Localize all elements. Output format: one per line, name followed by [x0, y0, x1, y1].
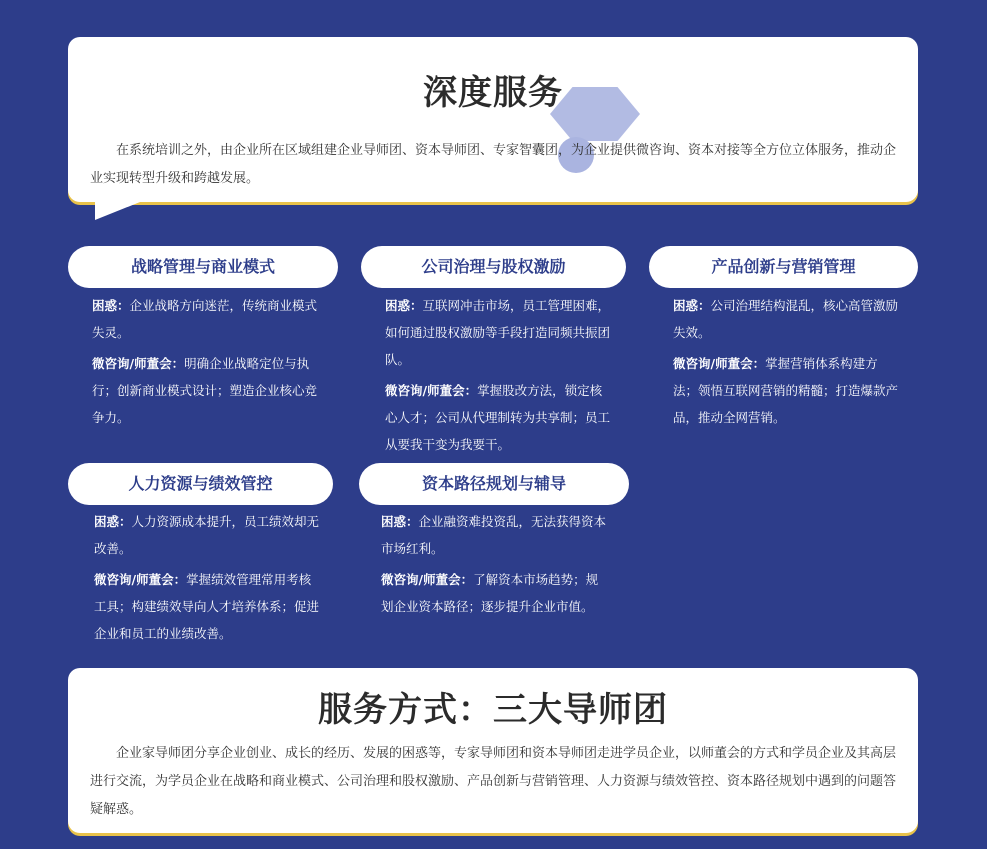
confusion-label: 困惑：: [92, 298, 130, 313]
deep-service-title: 深度服务: [423, 73, 563, 113]
service-method-title: 服务方式：三大导师团: [318, 690, 668, 730]
consult-text: 掌握营销体系构建方法；领悟互联网营销的精髓；打造爆款产品，推动全网营销。: [673, 356, 899, 425]
service-desc-strategy: [92, 292, 320, 435]
confusion-text: 企业融资难投资乱，无法获得资本市场红利。: [381, 514, 607, 556]
service-method-intro: 企业家导师团分享企业创业、成长的经历、发展的困惑等，专家导师团和资本导师团走进学员企业，以师董会的方式和学员企业及其高层进行交流，为学员企业在战略和商业模式、公司治理和股权激励、产品创新与营销管理、人力资源与绩效管控、资本路径规划中遇到的问题答疑解惑。: [90, 746, 897, 817]
consult-text: 明确企业战略定位与执行；创新商业模式设计；塑造企业核心竞争力。: [92, 356, 318, 425]
confusion-label: 困惑：: [381, 514, 419, 529]
consult-label: 微咨询/师董会：: [94, 572, 187, 587]
service-title-strategy: 战略管理与商业模式: [68, 246, 338, 288]
confusion-label: 困惑：: [673, 298, 711, 313]
consult-label: 微咨询/师董会：: [381, 572, 474, 587]
service-title-capital: 资本路径规划与辅导: [359, 463, 629, 505]
confusion-label: 困惑：: [94, 514, 132, 529]
consult-text: 掌握绩效管理常用考核工具；构建绩效导向人才培养体系；促进企业和员工的业绩改善。: [94, 572, 320, 641]
service-desc-marketing: [673, 292, 901, 435]
service-desc-hr: [94, 508, 322, 651]
service-title-governance: 公司治理与股权激励: [361, 246, 626, 288]
consult-label: 微咨询/师董会：: [385, 383, 478, 398]
confusion-label: 困惑：: [385, 298, 423, 313]
consult-label: 微咨询/师董会：: [92, 356, 185, 371]
confusion-text: 互联网冲击市场，员工管理困难，如何通过股权激励等手段打造同频共振团队。: [385, 298, 611, 367]
speech-bubble-tail: [95, 198, 150, 220]
service-title-marketing: 产品创新与营销管理: [649, 246, 918, 288]
deep-service-card: [68, 37, 918, 202]
confusion-text: 人力资源成本提升，员工绩效却无改善。: [94, 514, 320, 556]
consult-label: 微咨询/师董会：: [673, 356, 766, 371]
deep-service-intro: 在系统培训之外，由企业所在区域组建企业导师团、资本导师团、专家智囊团，为企业提供微咨询、资本对接等全方位立体服务，推动企业实现转型升级和跨越发展。: [90, 143, 897, 186]
service-method-card: [68, 668, 918, 833]
confusion-text: 企业战略方向迷茫，传统商业模式失灵。: [92, 298, 318, 340]
service-desc-governance: [385, 292, 613, 462]
service-desc-capital: [381, 508, 609, 624]
consult-text: 掌握股改方法，锁定核心人才；公司从代理制转为共享制；员工从要我干变为我要干。: [385, 383, 611, 452]
service-title-hr: 人力资源与绩效管控: [68, 463, 333, 505]
consult-text: 了解资本市场趋势；规划企业资本路径；逐步提升企业市值。: [381, 572, 599, 614]
confusion-text: 公司治理结构混乱，核心高管激励失效。: [673, 298, 899, 340]
